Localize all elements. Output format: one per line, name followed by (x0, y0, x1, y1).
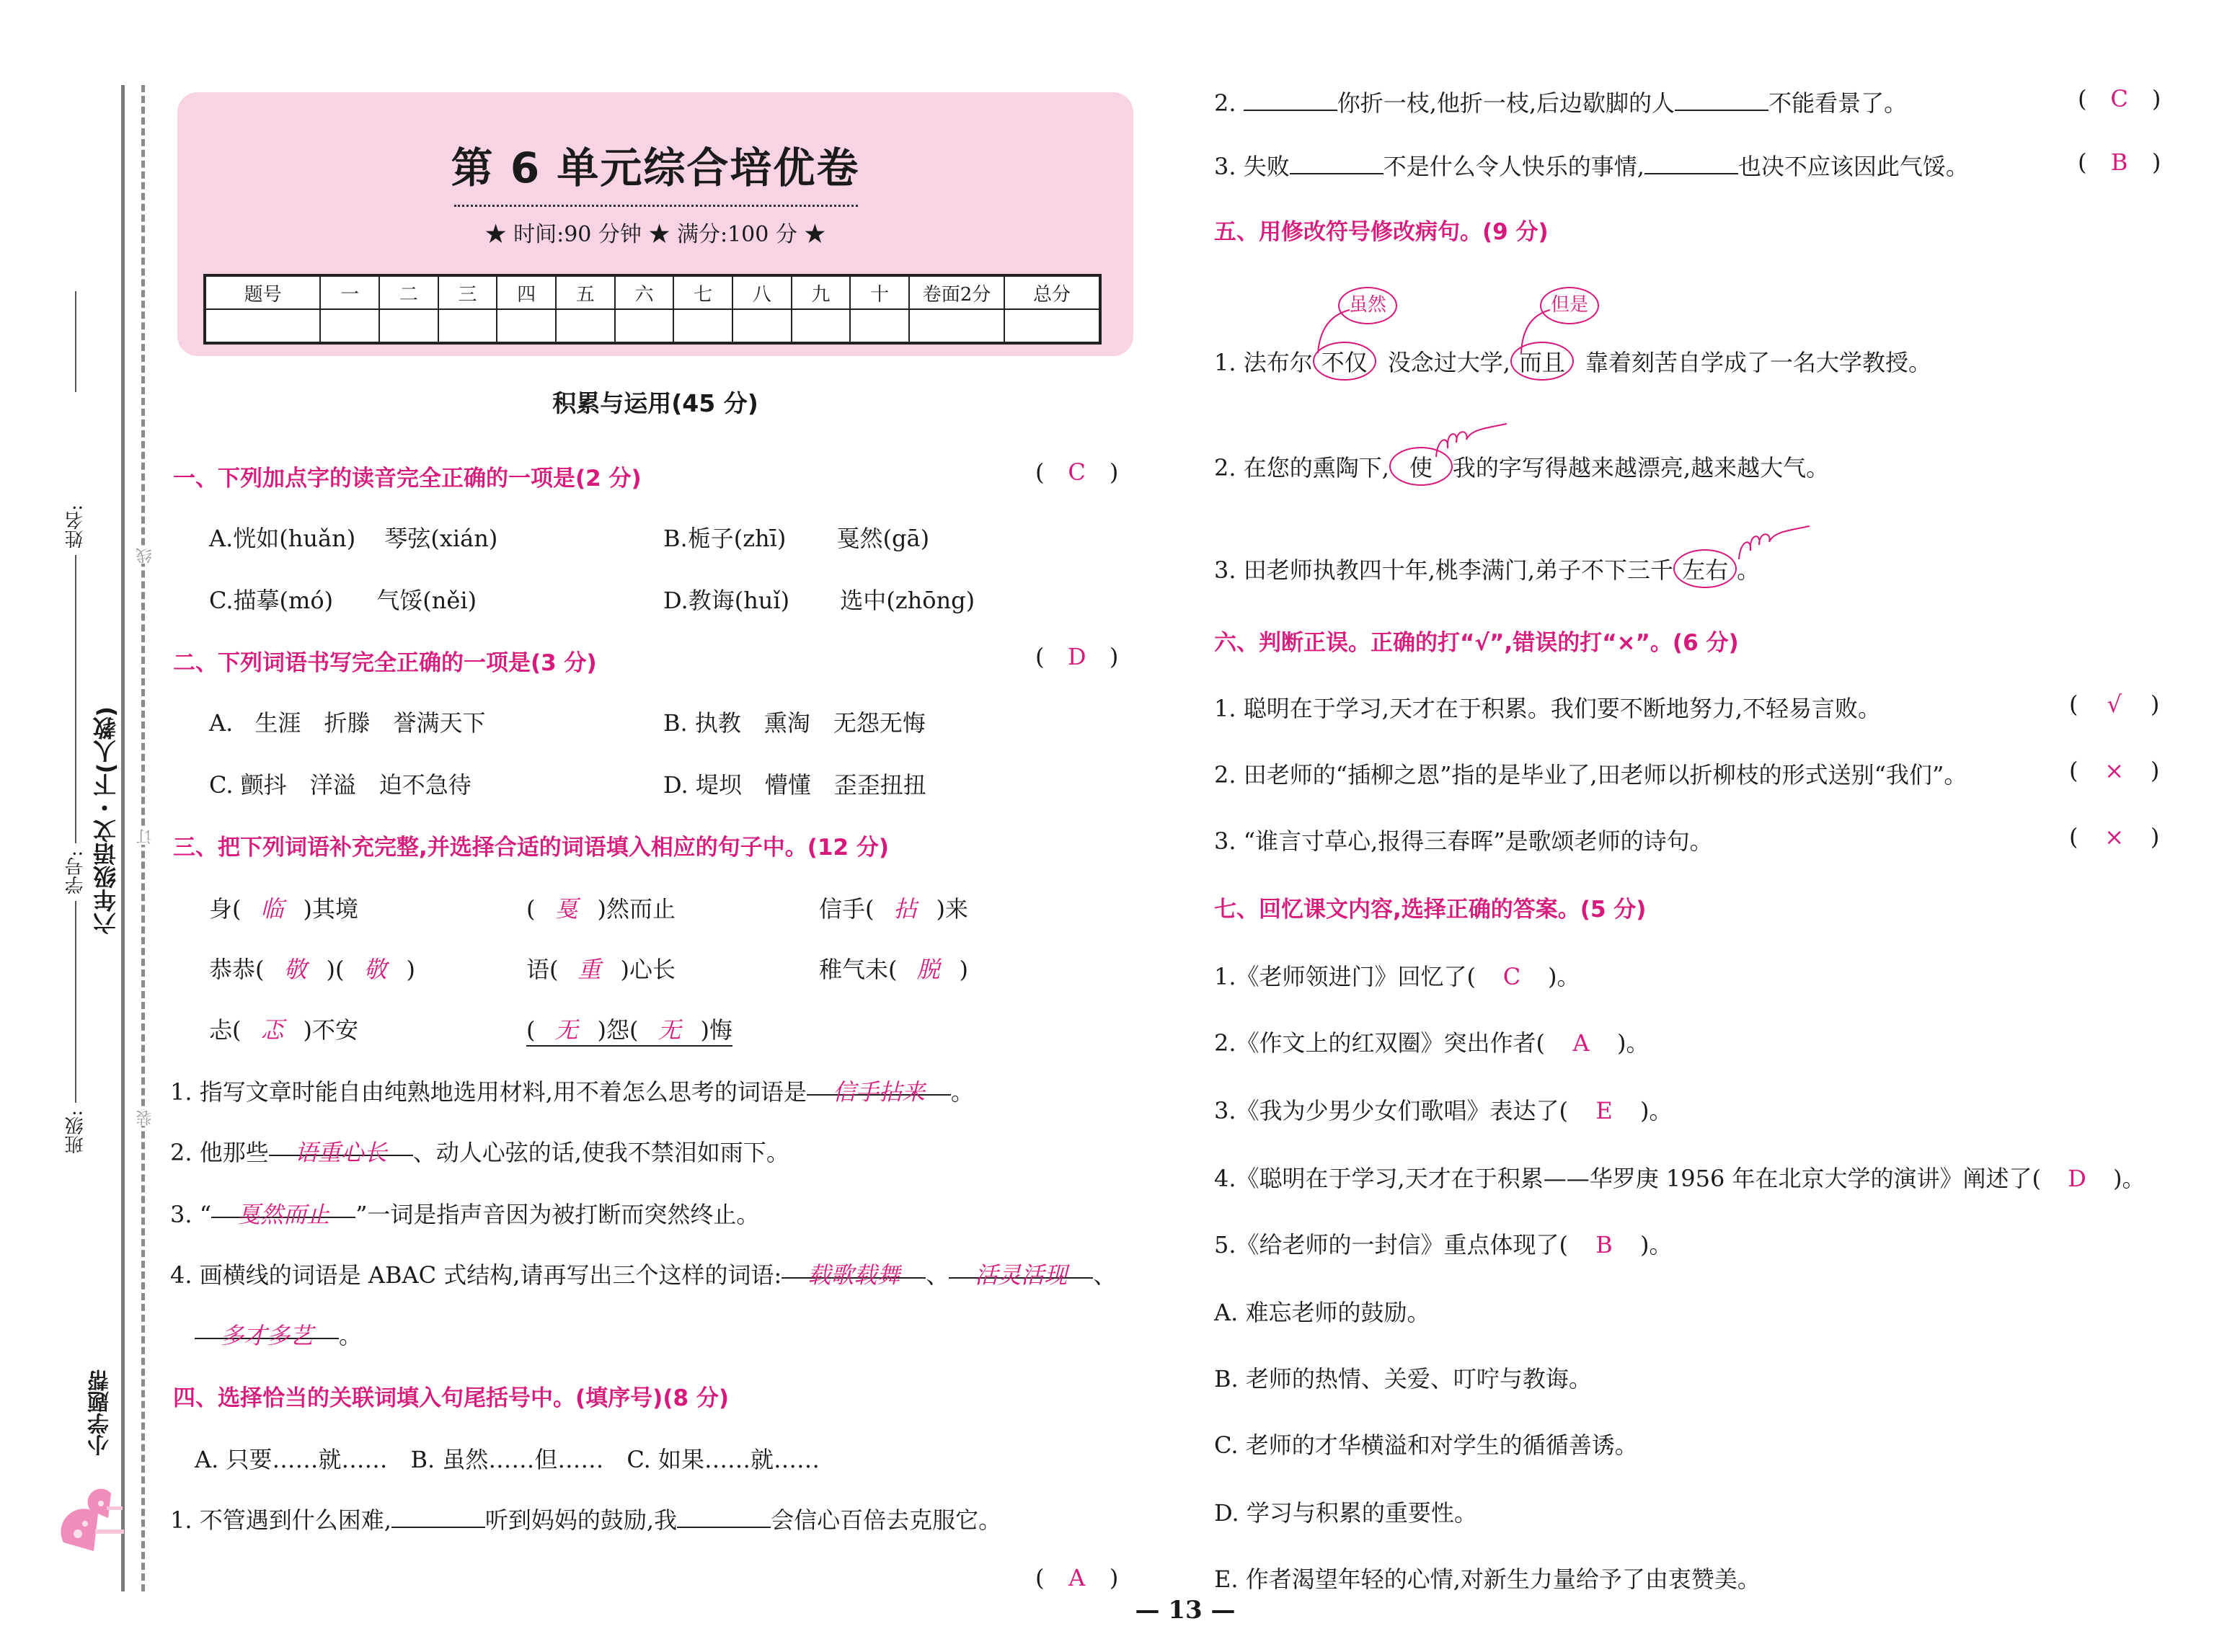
score-table-header-row (205, 275, 1100, 309)
q4-title: 四、选择恰当的关联词填入句尾括号中。(填序号)(8 分) (173, 1385, 730, 1411)
sentence-text: 4. 画横线的词语是 ABAC 式结构,请再写出三个这样的词语: (170, 1261, 782, 1289)
item-text: )。 (1617, 1029, 1650, 1057)
circled-word: 左右 (1673, 549, 1737, 588)
score-cell[interactable] (792, 309, 851, 343)
q7-choice-b: B. 老师的热情、关爱、叮咛与教诲。 (1214, 1365, 1592, 1393)
option-word: 琴弦 (384, 525, 431, 552)
idiom-answer: 临 (260, 895, 284, 923)
q3-sentence-1[interactable] (170, 1074, 974, 1107)
score-header: 十 (850, 275, 909, 309)
q3-sentence-3[interactable] (170, 1196, 759, 1230)
q2-option-c[interactable]: C. 颤抖 洋溢 迫不急待 (209, 771, 471, 799)
idiom-text: 语( (526, 956, 559, 983)
idiom-answer: 敬 (363, 956, 387, 983)
option-word: 戛然 (836, 525, 883, 552)
q7-item-answer: B (1595, 1231, 1613, 1258)
q4-item-3-answer-box[interactable]: ( B ) (2078, 148, 2161, 176)
option-pinyin: (huǎn) (279, 525, 356, 552)
q1-option-c[interactable] (209, 582, 477, 616)
option-label: A. (209, 525, 234, 552)
score-header: 九 (792, 275, 851, 309)
idiom-answer: 无 (554, 1016, 578, 1044)
score-cell[interactable] (732, 309, 792, 343)
q7-item-2[interactable] (1214, 1025, 1650, 1058)
score-cell[interactable] (673, 309, 732, 343)
item-text: 1.《老师领进门》回忆了( (1214, 963, 1476, 990)
idiom-answer: 敬 (283, 956, 307, 983)
option-pinyin: (zhī) (733, 525, 787, 552)
score-cell[interactable] (438, 309, 497, 343)
q3-idiom-1[interactable] (209, 891, 358, 924)
q7-item-3[interactable] (1214, 1093, 1673, 1126)
q3-idiom-8[interactable] (526, 1012, 732, 1047)
score-header: 四 (497, 275, 556, 309)
score-header: 五 (556, 275, 615, 309)
blank[interactable] (1244, 89, 1337, 111)
score-table (203, 274, 1102, 345)
idiom-text: 稚气未( (819, 956, 898, 983)
q7-item-answer: E (1595, 1097, 1613, 1124)
option-word: 选中 (840, 587, 887, 614)
item-text: 2. 在您的熏陶下, (1214, 454, 1389, 481)
q7-choice-c: C. 老师的才华横溢和对学生的循循善诱。 (1214, 1431, 1638, 1459)
idiom-answer: 戛 (554, 895, 578, 923)
q1-option-b[interactable] (663, 520, 929, 554)
q6-item-1: 1. 聪明在于学习,天才在于积累。我们要不断地努力,不轻易言败。 (1214, 695, 1882, 722)
option-label: D. (663, 587, 689, 614)
idiom-text: )心长 (620, 956, 676, 983)
page-number: — 13 — (1135, 1596, 1236, 1625)
score-header: 总分 (1004, 275, 1100, 309)
item-text: 靠着刻苦自学成了一名大学教授。 (1585, 349, 1931, 376)
q7-choice-e: E. 作者渴望年轻的心情,对新生力量给予了由衷赞美。 (1214, 1566, 1761, 1593)
q7-item-4[interactable] (1214, 1160, 2145, 1194)
q1-option-a[interactable] (209, 520, 497, 554)
q6-item-3: 3. “谁言寸草心,报得三春晖”是歌颂老师的诗句。 (1214, 827, 1713, 855)
item-text: 也决不应该因此气馁。 (1737, 153, 1969, 180)
q4-item-1[interactable] (170, 1502, 1001, 1535)
sentence-answer: 多才多艺 (195, 1318, 339, 1339)
correction-bubble: 虽然 (1338, 287, 1397, 324)
idiom-text: ( (526, 1016, 536, 1044)
q3-idiom-7[interactable] (209, 1012, 358, 1045)
option-word: 描摹 (233, 587, 280, 614)
q7-choice-a: A. 难忘老师的鼓励。 (1214, 1299, 1430, 1326)
sentence-text: 。 (950, 1078, 974, 1106)
option-word: 恍如 (233, 525, 280, 552)
item-text: )。 (1548, 963, 1580, 990)
brand-label: 小学题帮 (85, 1369, 117, 1456)
circled-word: 使 (1389, 447, 1453, 486)
idiom-text: )不安 (303, 1016, 358, 1044)
mushroom-logo-icon (56, 1485, 128, 1557)
sentence-text: 1. 指写文章时能自由纯熟地选用材料,用不着怎么思考的词语是 (170, 1078, 807, 1106)
q6-item-2: 2. 田老师的“插柳之恩”指的是毕业了,田老师以折柳枝的形式送别“我们”。 (1214, 761, 1967, 789)
q6-title: 六、判断正误。正确的打“√”,错误的打“×”。(6 分) (1214, 630, 1739, 656)
q3-idiom-5[interactable] (526, 951, 676, 985)
q3-sentence-4[interactable] (170, 1257, 1116, 1290)
score-cell[interactable] (615, 309, 674, 343)
item-text: 4.《聪明在于学习,天才在于积累——华罗庚 1956 年在北京大学的演讲》阐述了( (1214, 1165, 2041, 1192)
idiom-text: 身( (209, 895, 242, 923)
q7-title: 七、回忆课文内容,选择正确的答案。(5 分) (1214, 897, 1647, 923)
q7-item-5[interactable] (1214, 1227, 1673, 1260)
item-text: 不能看景了。 (1768, 89, 1908, 117)
idiom-answer: 无 (658, 1016, 681, 1044)
score-cell[interactable] (497, 309, 556, 343)
score-cell[interactable] (320, 309, 379, 343)
option-pinyin: (mó) (279, 587, 334, 614)
blank[interactable] (391, 1506, 485, 1528)
q1-title: 一、下列加点字的读音完全正确的一项是(2 分) (173, 466, 642, 492)
q7-item-answer: A (1572, 1029, 1590, 1057)
option-word: 栀子 (687, 525, 734, 552)
item-text: 3.《我为少男少女们歌唱》表达了( (1214, 1097, 1569, 1124)
sentence-answer: 载歌载舞 (782, 1257, 926, 1279)
score-cell[interactable] (909, 309, 1004, 343)
score-header: 卷面2分 (909, 275, 1004, 309)
item-text: 1. 不管遇到什么困难, (170, 1506, 391, 1534)
item-text: 听到妈妈的鼓励,我 (484, 1506, 678, 1534)
item-text: 2. (1214, 89, 1244, 117)
item-text: 会信心百倍去克服它。 (771, 1506, 1002, 1534)
q7-choice-d: D. 学习与积累的重要性。 (1214, 1499, 1477, 1527)
idiom-text: 信手( (819, 895, 875, 923)
q5-title: 五、用修改符号修改病句。(9 分) (1214, 219, 1549, 245)
q4-item-1-answer: A (1068, 1564, 1086, 1591)
q4-item-3[interactable] (1214, 148, 1969, 182)
blank[interactable] (677, 1506, 771, 1528)
score-header: 八 (732, 275, 792, 309)
q2-option-b[interactable]: B. 执教 熏淘 无怨无悔 (663, 709, 926, 737)
idiom-text: )( (326, 956, 345, 983)
q2-option-a[interactable]: A. 生涯 折滕 誉满天下 (209, 709, 486, 737)
blank[interactable] (1644, 153, 1738, 174)
item-text: 1. 法布尔 (1214, 349, 1313, 376)
name-field-line-top (75, 291, 76, 392)
score-header: 六 (615, 275, 674, 309)
grade-label: 六年级语文・下(人教) (92, 706, 120, 936)
score-cell[interactable] (850, 309, 909, 343)
option-pinyin: (huǐ) (734, 587, 790, 614)
q6-item-2-answer-box[interactable]: ( × ) (2069, 757, 2160, 784)
q7-item-1[interactable] (1214, 959, 1580, 992)
blank[interactable] (1675, 89, 1768, 111)
id-field-line[interactable] (75, 901, 76, 1103)
q7-item-answer: D (2068, 1165, 2086, 1192)
exam-info: ★ 时间:90 分钟 ★ 满分:100 分 ★ (484, 222, 826, 247)
q4-item-2-answer: C (2110, 85, 2128, 112)
item-text: 我的字写得越来越漂亮,越来越大气。 (1452, 454, 1830, 481)
score-header: 二 (379, 275, 438, 309)
q5-item-2[interactable] (1214, 447, 1829, 486)
q5-item-3[interactable] (1214, 549, 1760, 588)
option-label: C. (209, 587, 234, 614)
circled-word: 而且 (1510, 342, 1574, 381)
item-text: 2.《作文上的红双圈》突出作者( (1214, 1029, 1546, 1057)
q1-option-d[interactable] (663, 582, 975, 616)
sentence-answer: 信手拈来 (807, 1074, 951, 1096)
q4-item-3-answer: B (2110, 148, 2128, 176)
sentence-answer: 活灵活现 (949, 1257, 1093, 1279)
idiom-answer: 脱 (916, 956, 940, 983)
part-title: 积累与运用(45 分) (552, 389, 758, 417)
idiom-text: )其境 (303, 895, 358, 923)
score-cell[interactable] (205, 309, 320, 343)
item-text: 。 (1737, 556, 1761, 584)
score-cell[interactable] (556, 309, 615, 343)
q4-item-2-answer-box[interactable]: ( C ) (2078, 85, 2161, 112)
item-text: 5.《给老师的一封信》重点体现了( (1214, 1231, 1569, 1258)
idiom-answer: 拈 (893, 895, 917, 923)
item-text: 你折一枝,他折一枝,后边歇脚的人 (1337, 89, 1675, 117)
q3-sentence-2[interactable] (170, 1134, 789, 1168)
q2-option-d[interactable]: D. 堤坝 懵懂 歪歪扭扭 (663, 771, 926, 799)
binding-mark-staple: 订 (134, 829, 156, 845)
q7-item-answer: C (1502, 963, 1521, 990)
q1-answer-box[interactable]: ( C ) (1035, 458, 1119, 486)
item-text: 没念过大学, (1387, 349, 1510, 376)
option-pinyin: (gā) (882, 525, 930, 552)
circled-word: 不仅 (1313, 342, 1376, 381)
option-pinyin: (xián) (430, 525, 498, 552)
q6-item-3-answer-box[interactable]: ( × ) (2069, 823, 2160, 851)
name-field-line[interactable] (75, 555, 76, 843)
score-cell[interactable] (379, 309, 438, 343)
q6-item-3-answer: × (2104, 823, 2125, 851)
q4-item-2[interactable] (1214, 85, 1907, 118)
q4-options: A. 只要……就…… B. 虽然……但…… C. 如果……就…… (195, 1446, 820, 1473)
q6-item-2-answer: × (2104, 757, 2125, 784)
item-text: )。 (1640, 1097, 1673, 1124)
sentence-text: 。 (339, 1322, 363, 1349)
option-pinyin: (zhōng) (886, 587, 975, 614)
title-dotted-divider (454, 205, 858, 207)
q3-title: 三、把下列词语补充完整,并选择合适的词语填入相应的句子中。(12 分) (173, 835, 890, 861)
idiom-text: )怨( (597, 1016, 639, 1044)
page-title: 第 6 单元综合培优卷 (451, 143, 860, 192)
q2-answer: D (1067, 643, 1086, 670)
name-label: 姓名: (65, 505, 87, 549)
sentence-text: ”一词是指声音因为被打断而突然终止。 (355, 1201, 760, 1228)
q1-answer: C (1068, 458, 1086, 486)
idiom-text: 忐( (209, 1016, 242, 1044)
q5-item-1[interactable] (1214, 342, 1931, 381)
q3-sentence-4-cont[interactable] (195, 1318, 362, 1351)
option-word: 教诲 (688, 587, 735, 614)
q3-idiom-6[interactable] (819, 951, 968, 985)
idiom-answer: 重 (577, 956, 601, 983)
score-cell[interactable] (1004, 309, 1100, 343)
idiom-text: )来 (936, 895, 968, 923)
idiom-answer: 忑 (260, 1016, 284, 1044)
score-header: 三 (438, 275, 497, 309)
item-text: 3. 田老师执教四十年,桃李满门,弟子不下三千 (1214, 556, 1674, 584)
q3-idiom-3[interactable] (819, 891, 968, 924)
class-label: 班级: (65, 1110, 87, 1154)
q4-item-1-answer-box[interactable]: ( A ) (1035, 1564, 1119, 1591)
correction-bubble: 但是 (1540, 287, 1599, 324)
sentence-answer: 语重心长 (269, 1134, 413, 1156)
idiom-text: ) (959, 956, 968, 983)
sentence-text: 、 (926, 1261, 949, 1289)
sentence-text: 3. “ (170, 1201, 212, 1228)
sentence-text: 、动人心弦的话,使我不禁泪如雨下。 (412, 1139, 789, 1166)
q3-idiom-4[interactable] (209, 951, 415, 985)
idiom-text: )悔 (700, 1016, 732, 1044)
idiom-text: )然而止 (597, 895, 676, 923)
item-text: )。 (1640, 1231, 1673, 1258)
q6-item-1-answer: √ (2107, 690, 2122, 718)
item-text: )。 (2112, 1165, 2146, 1192)
option-label: B. (663, 525, 688, 552)
sentence-text: 、 (1093, 1261, 1117, 1289)
score-table-score-row (205, 309, 1100, 343)
option-word: 气馁 (376, 587, 423, 614)
option-pinyin: (něi) (422, 587, 477, 614)
sentence-answer: 戛然而止 (211, 1196, 355, 1218)
binding-mark-line: 线 (134, 548, 156, 564)
blank[interactable] (1290, 153, 1383, 174)
idiom-text: ) (406, 956, 415, 983)
item-text: 不是什么令人快乐的事情, (1383, 153, 1644, 180)
score-header: 七 (673, 275, 732, 309)
sentence-text: 2. 他那些 (170, 1139, 269, 1166)
binding-mark-bind: 装 (134, 1110, 156, 1126)
q3-idiom-2[interactable] (526, 891, 676, 924)
q2-title: 二、下列词语书写完全正确的一项是(3 分) (173, 650, 597, 676)
item-text: 3. 失败 (1214, 153, 1290, 180)
score-header: 一 (320, 275, 379, 309)
score-header: 题号 (205, 275, 320, 309)
id-label: 学号: (65, 851, 87, 894)
idiom-text: 恭恭( (209, 956, 265, 983)
q6-item-1-answer-box[interactable]: ( √ ) (2069, 690, 2160, 718)
idiom-text: ( (526, 895, 536, 923)
q2-answer-box[interactable]: ( D ) (1035, 643, 1119, 670)
